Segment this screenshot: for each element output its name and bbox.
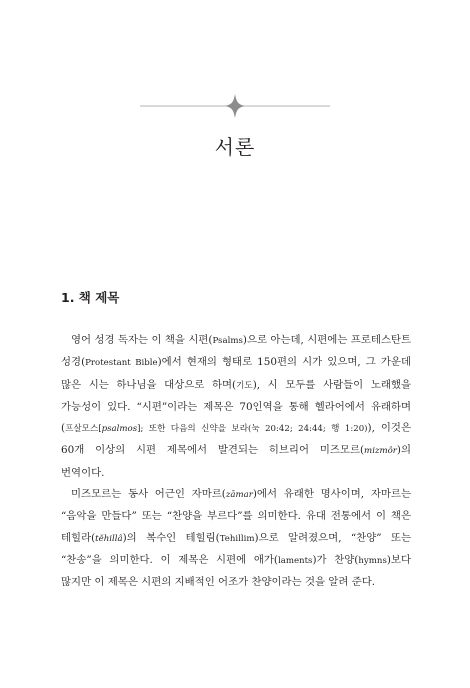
body-text	[61, 330, 411, 594]
paragraph-2: 미즈모르는 동사 어근인 자마르(zāmar)에서 유래한 명사이며, 자마르는 “음악을 만들다” 또는 “찬양을 부르다”를 의미한다. 유대 전통에서 이 책은 테힐라(tĕhillâ)의 복수인 테힐림(Tehillim)으로 알려졌으며, “찬양” 또는 “찬송”을 의미한다. 이 제목은 시편에 애가(laments)가 찬양(hymns)보다 많지만 이 제목은 시편의 지배적인 어조가 찬양이라는 것을 알려 준다.	[61, 488, 411, 589]
paragraph-1: 영어 성경 독자는 이 책을 시편(Psalms)으로 아는데, 시편에는 프로테스탄트 성경(Protestant Bible)에서 현재의 형태로 150편의 시가 있으며, 그 가운데 많은 시는 하나님을 대상으로 하며(기도), 시 모두를 사람들이 노래했을 가능성이 있다. “시편”이라는 제목은 70인역을 통해 헬라어에서 유래하며(프살모스[psalmos]; 또한 다음의 신약을 보라(눅 20:42; 24:44; 행 1:20)), 이것은 60개 이상의 시편 제목에서 발견되는 히브리어 미즈모르(mizmôr)의 번역이다.	[61, 334, 411, 479]
diamond-ornament-icon	[140, 93, 330, 119]
section-heading: 1. 책 제목	[61, 290, 120, 305]
chapter-title: 서론	[214, 135, 256, 159]
